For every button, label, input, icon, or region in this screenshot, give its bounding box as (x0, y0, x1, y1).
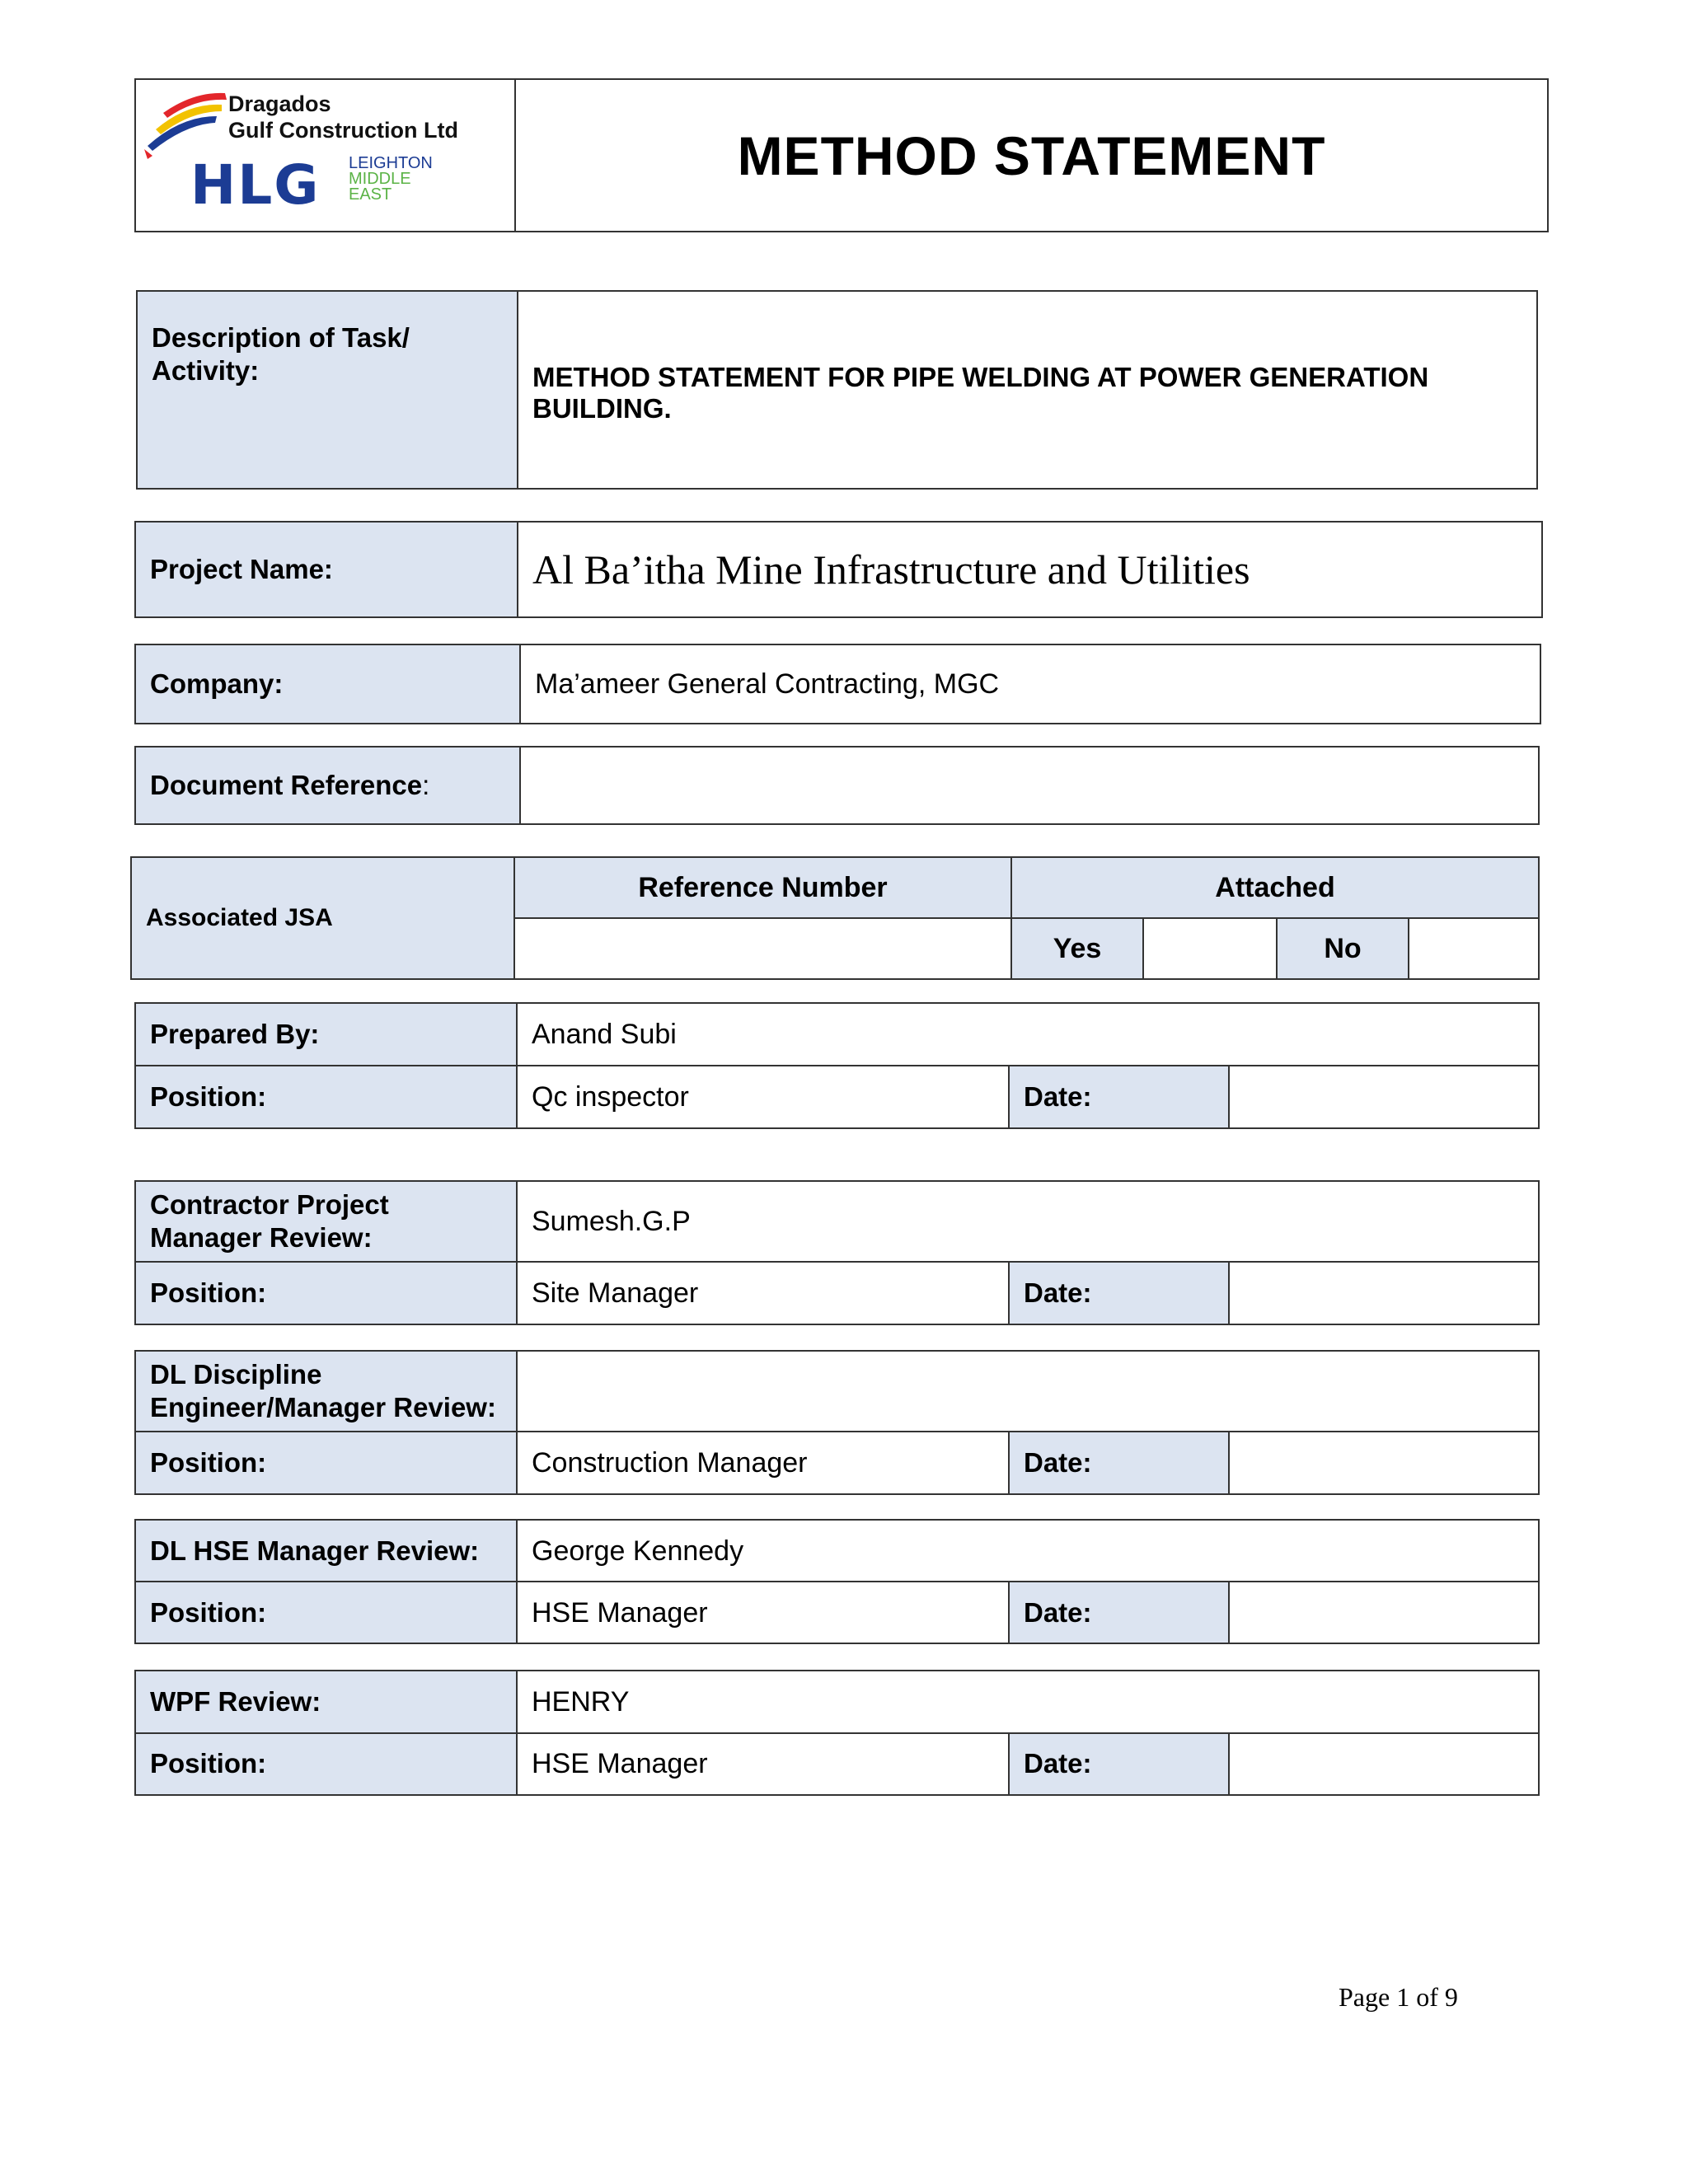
company-value: Ma’ameer General Contracting, MGC (520, 644, 1540, 724)
document-reference-value[interactable] (520, 747, 1539, 824)
document-reference-colon: : (422, 770, 430, 800)
document-header (134, 78, 1549, 228)
dl-hse-position-label: Position: (135, 1582, 517, 1643)
dl-discipline-date-label: Date: (1009, 1432, 1229, 1494)
prepared-date-label: Date: (1009, 1066, 1229, 1128)
wpf-review-value: HENRY (517, 1671, 1539, 1733)
prepared-position-label: Position: (135, 1066, 517, 1128)
contractor-review-table (134, 1180, 1540, 1325)
prepared-by-value: Anand Subi (517, 1003, 1539, 1066)
dl-discipline-review-value[interactable] (517, 1351, 1539, 1432)
dl-hse-date-label: Date: (1009, 1582, 1229, 1643)
project-name-value: Al Ba’itha Mine Infrastructure and Utilities (518, 522, 1542, 617)
wpf-review-label: WPF Review: (135, 1671, 517, 1733)
project-name-label: Project Name: (135, 522, 518, 617)
attached-yes-box[interactable] (1143, 918, 1277, 979)
dl-hse-review-label: DL HSE Manager Review: (135, 1520, 517, 1582)
document-reference-table (134, 746, 1540, 825)
company-table (134, 644, 1541, 724)
dl-hse-review-table (134, 1519, 1540, 1644)
company-logo (136, 80, 513, 227)
page-title: METHOD STATEMENT (515, 79, 1548, 232)
description-table (136, 290, 1538, 490)
hlg-sub3: EAST (349, 185, 392, 204)
company-label: Company: (135, 644, 520, 724)
contractor-position-value: Site Manager (517, 1262, 1009, 1324)
dl-hse-position-value: HSE Manager (517, 1582, 1009, 1643)
dl-hse-date-value[interactable] (1229, 1582, 1539, 1643)
reference-number-header: Reference Number (514, 857, 1011, 918)
wpf-date-label: Date: (1009, 1733, 1229, 1796)
dl-discipline-position-label: Position: (135, 1432, 517, 1494)
dl-discipline-date-value[interactable] (1229, 1432, 1539, 1494)
attached-yes-label: Yes (1011, 918, 1143, 979)
reference-number-value[interactable] (514, 918, 1011, 979)
wpf-position-value: HSE Manager (517, 1733, 1009, 1796)
wpf-date-value[interactable] (1229, 1733, 1539, 1796)
attached-no-box[interactable] (1409, 918, 1539, 979)
prepared-position-value: Qc inspector (517, 1066, 1009, 1128)
contractor-position-label: Position: (135, 1262, 517, 1324)
contractor-review-value: Sumesh.G.P (517, 1181, 1539, 1262)
logo-line1: Dragados (228, 91, 331, 116)
logo-line2: Gulf Construction Ltd (228, 118, 458, 143)
associated-jsa-table (130, 856, 1540, 978)
dl-discipline-review-table (134, 1350, 1540, 1495)
prepared-by-label: Prepared By: (135, 1003, 517, 1066)
prepared-by-table (134, 1002, 1540, 1129)
wpf-position-label: Position: (135, 1733, 517, 1796)
logo-cell (135, 79, 515, 232)
contractor-date-label: Date: (1009, 1262, 1229, 1324)
page-number: Page 1 of 9 (1339, 1982, 1458, 2012)
description-label: Description of Task/ Activity: (137, 291, 518, 489)
description-value: METHOD STATEMENT FOR PIPE WELDING AT POWER GENERATION BUILDING. (518, 291, 1537, 489)
dl-hse-review-value: George Kennedy (517, 1520, 1539, 1582)
document-reference-label-text: Document Reference (150, 770, 423, 800)
hlg-sub1: LEIGHTON (349, 154, 433, 172)
wpf-review-table (134, 1670, 1540, 1796)
associated-jsa-label: Associated JSA (131, 857, 514, 979)
document-reference-label (135, 747, 520, 824)
attached-header: Attached (1011, 857, 1539, 918)
attached-no-label: No (1277, 918, 1409, 979)
project-table (134, 521, 1543, 618)
prepared-date-value[interactable] (1229, 1066, 1539, 1128)
dl-discipline-position-value: Construction Manager (517, 1432, 1009, 1494)
dl-discipline-review-label: DL Discipline Engineer/Manager Review: (135, 1351, 517, 1432)
contractor-review-label: Contractor Project Manager Review: (135, 1181, 517, 1262)
hlg-sub2: MIDDLE (349, 170, 411, 188)
contractor-date-value[interactable] (1229, 1262, 1539, 1324)
hlg-text: HLG (190, 153, 321, 217)
